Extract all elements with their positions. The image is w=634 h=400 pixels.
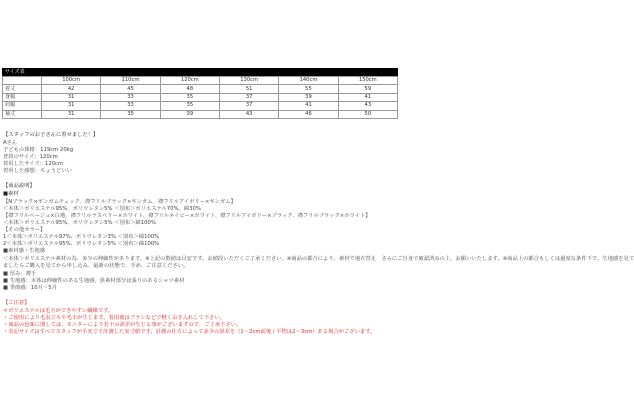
- size-cell: 43: [338, 102, 397, 110]
- staff-line: 普段のサイズ：120cm: [3, 154, 58, 160]
- notice-heading: 【ご注意】: [3, 300, 30, 306]
- size-row-label: 着丈: [3, 85, 42, 93]
- size-cell: 35: [160, 93, 219, 101]
- staff-line: 着用した感想：ちょうどいい: [3, 168, 72, 174]
- size-column-header: 110cm: [101, 77, 160, 85]
- size-cell: 45: [101, 85, 160, 93]
- staff-line: 着用したサイズ：120cm: [3, 161, 64, 167]
- size-table-header-row: [3, 77, 398, 85]
- size-cell: 43: [219, 110, 278, 118]
- size-column-header: 100cm: [42, 77, 101, 85]
- staff-line: Aさん: [3, 140, 18, 146]
- size-cell: 31: [42, 110, 101, 118]
- product-line: ■ 季節感：10月～5月: [3, 285, 57, 291]
- size-table-row: [3, 102, 398, 110]
- size-cell: 46: [279, 110, 338, 118]
- size-column-header: 140cm: [279, 77, 338, 85]
- size-cell: 37: [219, 102, 278, 110]
- size-cell: 41: [279, 102, 338, 110]
- size-cell: 39: [160, 110, 219, 118]
- size-cell: 33: [101, 102, 160, 110]
- notice-line: ・ご使用により毛羽立ちや毛玉が生じます。着用後はブラシなどで軽くお手入れして下さい。: [3, 315, 226, 321]
- product-line: 1＜本体＞ポリエステル97%、ポリウレタン3% ＜別布＞綿100%: [3, 234, 160, 240]
- product-line: 【その他カラー】: [3, 227, 46, 233]
- product-line: 【襟フリルベージュ×白地、襟フリルラスベリー×ホワイト、襟フリルネイビー×ホワイト、襟フリルアイボリー×ブラック、襟フリルブラック×ホワイト】: [3, 213, 371, 219]
- product-line: ＜本体＞ポリエステル95%、ポリウレタン5% ＜別布＞ポリエステル70%、綿30%: [3, 206, 201, 212]
- staff-line: 子どもの体格：119cm 20kg: [3, 147, 74, 153]
- size-column-header: 150cm: [338, 77, 397, 85]
- size-cell: 31: [42, 93, 101, 101]
- product-line: ましたらご購入を見てから申し込み、最新の状態で、手め、ご注意ください。: [3, 263, 189, 269]
- notice-line: ・商品の色味に関しては、モニターにより若干の誤差が生じる事がございますので、ご了承下さい。: [3, 322, 242, 328]
- size-row-label: 肩幅: [3, 102, 42, 110]
- size-table-header: サイズ表: [2, 68, 398, 76]
- material-subheading: ■素材: [3, 191, 19, 197]
- size-column-header: 130cm: [219, 77, 278, 85]
- product-line: ＜本体＞ポリエステル素材の為、多少の伸縮性があります。※上記の数値は目安です。お値段いただくご了承ください。※商品の都合により、素材で地衣替え さらにご自身で確認済みの上、お願いいたします。※商品上の都合もしくは過度な条件下で、生地感を見て: [3, 256, 634, 262]
- size-cell: 41: [338, 93, 397, 101]
- size-table-row: [3, 110, 398, 118]
- size-cell: 35: [160, 102, 219, 110]
- product-line: ■ 厚み：薄手: [3, 271, 37, 277]
- size-cell: 35: [101, 110, 160, 118]
- product-line: 2＜本体＞ポリエステル95%、ポリウレタン5% ＜別布＞綿100%: [3, 241, 160, 247]
- size-column-header: 120cm: [160, 77, 219, 85]
- size-row-label: 袖丈: [3, 110, 42, 118]
- product-section-heading: 【商品説明】: [3, 183, 35, 189]
- size-cell: 51: [219, 85, 278, 93]
- notice-line: ・表記サイズはすべてスタッフが手実寸で計測した実寸値です。計測の仕方によって多少の誤差を（1～2cm前後 / 平物は2～3cm）ある場合がございます。: [3, 329, 376, 335]
- product-line: 【Nブラック×ギンガムチェック、襟フリルブラック×ギンガム、襟フリルアイボリー×ギンガム】: [3, 199, 236, 205]
- size-cell: 50: [338, 110, 397, 118]
- staff-section-heading: 【スタッフのお子さんに着せました！】: [3, 132, 99, 138]
- notice-line: ＊ポリエステルは毛玉ができやすい繊維です。: [3, 308, 114, 314]
- size-cell: 59: [338, 85, 397, 93]
- size-table-row: [3, 93, 398, 101]
- size-cell: 42: [42, 85, 101, 93]
- size-cell: 48: [160, 85, 219, 93]
- size-cell: 37: [219, 93, 278, 101]
- size-table-corner-cell: [3, 77, 42, 85]
- size-table: [2, 76, 398, 119]
- size-table-row: [3, 85, 398, 93]
- size-cell: 39: [279, 93, 338, 101]
- product-line: ■ 生地感：本体は伸縮性のある生地感、異素材部分は張りのあるシャツ素材: [3, 278, 185, 284]
- product-line: ＜本体＞ポリエステル95%、ポリウレタン5% ＜別布＞綿100%: [3, 220, 156, 226]
- size-row-label: 身幅: [3, 93, 42, 101]
- product-line: ■素材感・生地感: [3, 248, 46, 254]
- size-cell: 55: [279, 85, 338, 93]
- size-cell: 31: [42, 102, 101, 110]
- size-cell: 33: [101, 93, 160, 101]
